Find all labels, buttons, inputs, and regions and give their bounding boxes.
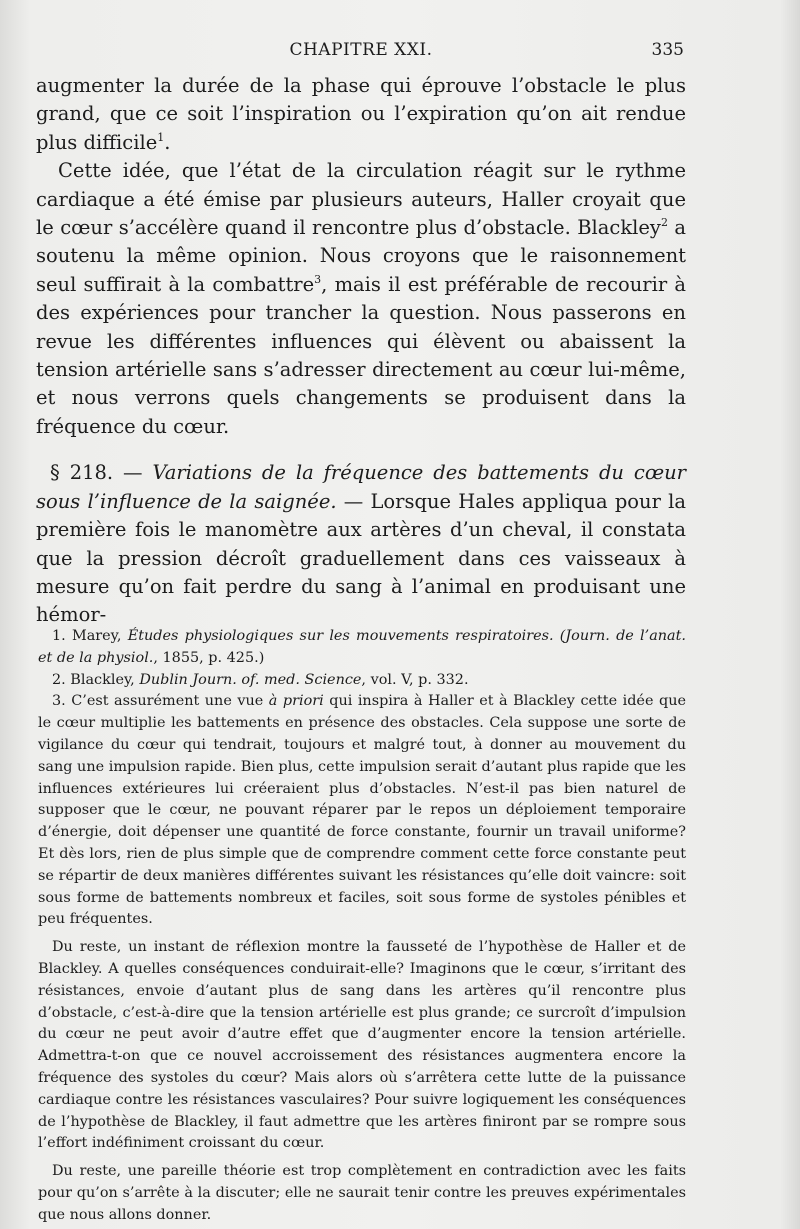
section-text: — Lorsque Hales appliqua pour la première fois le manomètre aux artères d’un cheval, il constata que la pression décroît graduellement dans ces vaisseaux à mesure qu’on fait perdre du sang à l’animal en produisant une hémor- [36, 489, 686, 627]
footnote-ref-2[interactable]: 2 [660, 216, 668, 230]
footnote-1-title: Études physiologiques sur les mouvements respiratoires. (Journ. de l’anat. et de la physiol. [38, 628, 686, 666]
paragraph-1-text: augmenter la durée de la phase qui éprouve l’obstacle le plus grand, que ce soit l’inspiration ou l’expiration qu’on ait rendue plus difficile [36, 74, 686, 154]
footnote-ref-3[interactable]: 3 [314, 272, 322, 286]
footnote-ref-1[interactable]: 1 [157, 130, 165, 144]
paragraph-2-part-b: a soutenu la même opinion. Nous croyons que le raisonnement seul suffirait à la combattre [36, 216, 686, 296]
footnote-3-paragraph-2: Du reste, un instant de réflexion montre la fausseté de l’hypothèse de Haller et de Blackley. A quelles conséquences conduirait-elle? Imaginons que le cœur, s’irritant des résistances, envoie d’autant plus de sang dans les artères qu’il rencontre plus d’obstacle, c’est-à-dire que la tension artérielle est plus grande; ce surcroît d’impulsion du cœur ne peut avoir d’autre effet que d’augmenter encore la tension artérielle. Admettra-t-on que ce nouvel accroissement des résistances augmentera encore la fréquence des systoles du cœur? Mais alors où s’arrêtera cette lutte de la puissance cardiaque contre les résistances vasculaires? Pour suivre logiquement les conséquences de l’hypothèse de Blackley, il faut admettre que les artères finiront par se rompre sous l’effort indéfiniment croissant du cœur. [38, 939, 686, 1152]
page-number: 335 [651, 40, 684, 60]
footnotes [38, 626, 686, 1227]
footnote-2-prefix: 2. Blackley, [52, 671, 140, 688]
section-title: Variations de la fréquence des battements du cœur sous l’influence de la saignée. [36, 461, 687, 513]
paragraph-2-part-c: , mais il est préférable de recourir à des expériences pour trancher la question. Nous passerons en revue les différentes influences qui élèvent ou abaissent la tension artérielle sans s’adresser directement au cœur lui-même, et nous verrons quels changements se produisent dans la fréquence du cœur. [36, 272, 686, 438]
running-header [36, 40, 686, 66]
footnote-3-paragraph-3: Du reste, une pareille théorie est trop complètement en contradiction avec les faits pour qu’on s’arrête à la discuter; elle ne saurait tenir contre les preuves expérimentales que nous allons donner. [38, 1163, 686, 1223]
paragraph-1 [36, 72, 686, 157]
section-number: § 218. — [50, 461, 153, 485]
footnote-2-suffix: , vol. V, p. 332. [361, 671, 469, 688]
chapter-title: CHAPITRE XXI. [289, 40, 433, 60]
footnote-3-part-a: 3. C’est assurément une vue [52, 693, 269, 710]
paragraph-1-end: . [164, 130, 171, 154]
paragraph-2 [36, 157, 686, 441]
section-218 [36, 459, 686, 629]
footnote-2-title: Dublin Journ. of. med. Science [139, 671, 362, 688]
footnote-3-italic: à priori [268, 693, 324, 710]
footnote-3-part-b: qui inspira à Haller et à Blackley cette idée que le cœur multiplie les battements en présence des obstacles. Cela suppose une sorte de vigilance du cœur qui tendrait, toujours et malgré tout, à donner au mouvement du sang une impulsion rapide. Bien plus, cette impulsion serait d’autant plus rapide que les influences extérieures lui créeraient plus d’obstacles. N’est-il pas bien naturel de supposer que le cœur, ne pouvant réparer par le repos un déploiement temporaire d’énergie, doit dépenser une quantité de force constante, fournir un travail uniforme? Et dès lors, rien de plus simple que de comprendre comment cette force constante peut se répartir de deux manières différentes suivant les résistances qu’elle doit vaincre: soit sous forme de battements nombreux et faciles, soit sous forme de systoles pénibles et peu fréquentes. [38, 693, 686, 928]
footnote-2 [38, 670, 686, 692]
main-text [36, 72, 686, 630]
footnote-1-prefix: 1. Marey, [52, 628, 128, 644]
footnote-1-suffix: , 1855, p. 425.) [153, 649, 265, 666]
footnote-3 [38, 691, 686, 931]
footnote-1 [38, 626, 686, 670]
paragraph-2-part-a: Cette idée, que l’état de la circulation réagit sur le rythme cardiaque a été émise par plusieurs auteurs, Haller croyait que le cœur s’accélère quand il rencontre plus d’obstacle. Blackley [36, 159, 686, 240]
